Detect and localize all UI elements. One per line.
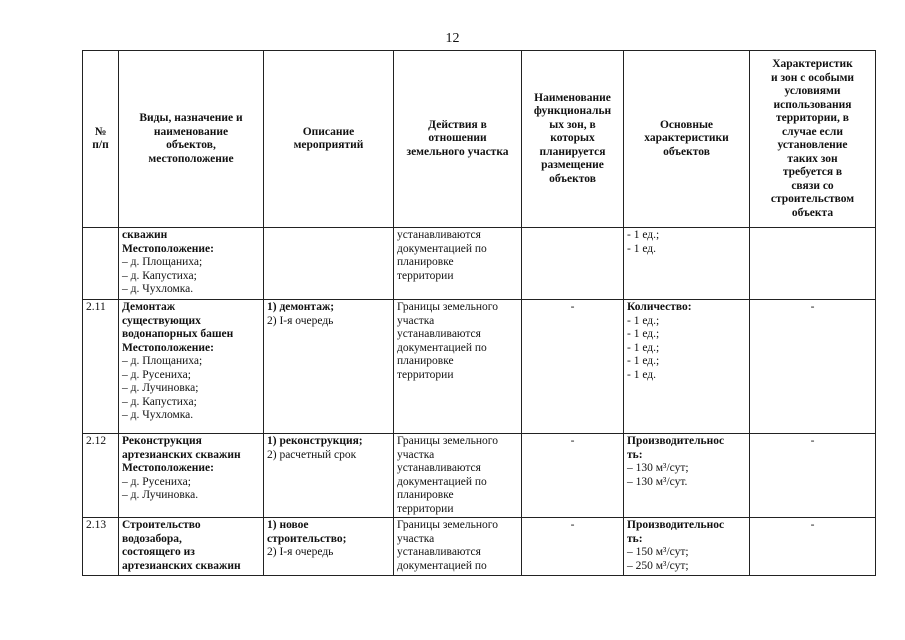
- header-special-zones-line: требуется в: [782, 166, 843, 178]
- table-row: [83, 518, 876, 576]
- object-title-line: состоящего из: [122, 546, 195, 558]
- actions-line: территории: [397, 368, 454, 381]
- characteristics-value-line: – 250 м³/сут;: [627, 559, 689, 572]
- header-special-zones-line: строительством: [770, 193, 855, 205]
- actions-line: устанавливаются: [397, 546, 481, 558]
- header-num-line: №: [94, 125, 107, 138]
- row-number-cell: [83, 518, 119, 576]
- characteristics-cell: [624, 300, 750, 434]
- table-row: [83, 228, 876, 300]
- header-types-line: местоположение: [148, 152, 234, 165]
- object-title-line: водонапорных башен: [122, 328, 234, 340]
- location-line: – д. Капустиха;: [122, 395, 197, 408]
- location-line: – д. Русениха;: [122, 475, 191, 488]
- zones-value: -: [570, 519, 575, 531]
- location-line: – д. Лучиновка;: [122, 382, 199, 394]
- location-line: – д. Лучиновка.: [122, 489, 199, 501]
- characteristics-title-line: ть:: [627, 532, 643, 545]
- header-special-zones-line: использования: [773, 98, 852, 111]
- header-zones: [522, 51, 624, 228]
- header-special-zones-line: случае если: [782, 125, 843, 138]
- page-number: 12: [445, 31, 460, 46]
- header-row: [83, 51, 876, 228]
- description-line: 1) демонтаж;: [267, 301, 335, 313]
- header-types-line: наименование: [153, 125, 229, 138]
- table-row: [83, 434, 876, 518]
- header-zones-line: Наименование: [534, 91, 611, 104]
- actions-cell: [394, 300, 522, 434]
- characteristics-value-line: - 1 ед.;: [627, 314, 660, 327]
- object-title-line: Реконструкция: [122, 435, 202, 447]
- object-type-cell: [119, 228, 264, 300]
- object-title-line: существующих: [122, 314, 201, 327]
- header-characteristics-line: характеристики: [644, 132, 729, 145]
- description-line: 1) новое: [267, 519, 309, 531]
- header-special-zones-line: Характеристик: [772, 58, 853, 70]
- actions-line: документацией по: [397, 475, 487, 488]
- actions-line: планировке: [397, 256, 454, 268]
- object-title-line: Местоположение:: [122, 242, 214, 255]
- header-special-zones-line: установление: [777, 139, 848, 151]
- header-special-zones-line: таких зон: [787, 152, 838, 165]
- object-type-cell: [119, 300, 264, 434]
- actions-line: документацией по: [397, 341, 487, 354]
- header-zones-line: которых: [550, 132, 595, 145]
- actions-line: Границы земельного: [397, 301, 498, 313]
- zones-cell: [522, 300, 624, 434]
- location-line: – д. Чухломка.: [122, 283, 194, 295]
- special-zones-value: -: [810, 301, 815, 313]
- characteristics-title-line: Производительнос: [627, 435, 725, 447]
- characteristics-title-line: ть:: [627, 448, 643, 461]
- header-zones-line: планируется: [539, 145, 606, 158]
- header-types-line: объектов,: [166, 139, 216, 151]
- actions-line: территории: [397, 502, 454, 515]
- location-line: – д. Русениха;: [122, 368, 191, 381]
- header-actions: [394, 51, 522, 228]
- zones-cell: [522, 434, 624, 518]
- header-special-zones-line: территории, в: [775, 112, 850, 124]
- actions-line: Границы земельного: [397, 435, 498, 447]
- characteristics-value-line: - 1 ед.;: [627, 328, 660, 340]
- special-zones-value: -: [810, 519, 815, 531]
- description-cell: [264, 300, 394, 434]
- zones-cell: [522, 518, 624, 576]
- header-zones-line: объектов: [549, 172, 596, 185]
- special-zones-cell: [750, 228, 876, 300]
- header-types-line: Виды, назначение и: [139, 112, 243, 124]
- actions-line: территории: [397, 269, 454, 282]
- actions-line: участка: [397, 448, 435, 461]
- object-title-line: артезианских скважин: [122, 448, 241, 461]
- header-num: [83, 51, 119, 228]
- characteristics-cell: [624, 434, 750, 518]
- header-description: [264, 51, 394, 228]
- object-title-line: Местоположение:: [122, 462, 214, 474]
- zones-value: -: [570, 301, 575, 313]
- actions-cell: [394, 228, 522, 300]
- header-zones-line: функциональн: [533, 105, 612, 118]
- description-line: 2) I-я очередь: [267, 314, 334, 327]
- zones-cell: [522, 228, 624, 300]
- description-line: 1) реконструкция;: [267, 435, 363, 447]
- characteristics-value-line: – 130 м³/сут;: [627, 462, 689, 474]
- row-number-cell: [83, 300, 119, 434]
- header-special-zones-line: условиями: [784, 85, 841, 97]
- actions-line: устанавливаются: [397, 328, 481, 340]
- description-line: 2) I-я очередь: [267, 546, 334, 558]
- header-actions-line: отношении: [428, 132, 487, 145]
- header-characteristics-line: Основные: [659, 118, 714, 131]
- row-number-cell: [83, 228, 119, 300]
- special-zones-cell: [750, 434, 876, 518]
- characteristics-value-line: – 130 м³/сут.: [627, 475, 688, 488]
- header-actions-line: земельного участка: [406, 145, 509, 158]
- header-types: [119, 51, 264, 228]
- actions-line: документацией по: [397, 559, 487, 572]
- description-line: 2) расчетный срок: [267, 448, 357, 461]
- header-zones-line: размещение: [541, 159, 604, 172]
- actions-line: участка: [397, 314, 435, 327]
- characteristics-cell: [624, 518, 750, 576]
- object-type-cell: [119, 434, 264, 518]
- header-special-zones-line: связи со: [791, 179, 834, 192]
- actions-line: устанавливаются: [397, 229, 481, 241]
- actions-cell: [394, 434, 522, 518]
- row-number: 2.11: [86, 301, 106, 313]
- special-zones-cell: [750, 518, 876, 576]
- object-title-line: Демонтаж: [122, 301, 176, 313]
- object-title-line: артезианских скважин: [122, 559, 241, 572]
- header-special-zones-line: и зон с особыми: [770, 71, 855, 84]
- actions-line: Границы земельного: [397, 519, 498, 531]
- objects-table: [82, 50, 876, 576]
- header-characteristics: [624, 51, 750, 228]
- actions-cell: [394, 518, 522, 576]
- special-zones-value: -: [810, 435, 815, 447]
- zones-value: -: [570, 435, 575, 447]
- characteristics-value-line: – 150 м³/сут;: [627, 546, 689, 558]
- header-description-line: мероприятий: [293, 139, 364, 151]
- characteristics-value-line: - 1 ед.;: [627, 355, 660, 367]
- object-type-cell: [119, 518, 264, 576]
- description-line: строительство;: [267, 532, 347, 545]
- object-title-line: Местоположение:: [122, 341, 214, 354]
- characteristics-value-line: - 1 ед.: [627, 242, 657, 255]
- header-actions-line: Действия в: [428, 118, 487, 131]
- header-special-zones-line: объекта: [791, 206, 834, 219]
- location-line: – д. Площаниха;: [122, 256, 203, 268]
- header-num-line: п/п: [92, 139, 109, 151]
- actions-line: планировке: [397, 355, 454, 367]
- header-description-line: Описание: [302, 125, 355, 138]
- special-zones-cell: [750, 300, 876, 434]
- description-cell: [264, 228, 394, 300]
- actions-line: участка: [397, 532, 435, 545]
- characteristics-title-line: Производительнос: [627, 519, 725, 531]
- location-line: – д. Чухломка.: [122, 409, 194, 421]
- row-number: 2.13: [86, 519, 107, 531]
- characteristics-cell: [624, 228, 750, 300]
- actions-line: документацией по: [397, 242, 487, 255]
- characteristics-title-line: Количество:: [627, 301, 692, 313]
- location-line: – д. Капустиха;: [122, 269, 197, 282]
- header-special-zones: [750, 51, 876, 228]
- description-cell: [264, 434, 394, 518]
- characteristics-value-line: - 1 ед.;: [627, 341, 660, 354]
- row-number-cell: [83, 434, 119, 518]
- object-title-line: водозабора,: [122, 532, 182, 545]
- actions-line: планировке: [397, 489, 454, 501]
- header-zones-line: ых зон, в: [549, 118, 596, 131]
- row-number: 2.12: [86, 435, 107, 447]
- description-cell: [264, 518, 394, 576]
- characteristics-value-line: - 1 ед.;: [627, 229, 660, 241]
- object-title-line: скважин: [122, 229, 168, 241]
- object-title-line: Строительство: [122, 519, 201, 531]
- actions-line: устанавливаются: [397, 462, 481, 474]
- location-line: – д. Площаниха;: [122, 355, 203, 367]
- table-row: [83, 300, 876, 434]
- characteristics-value-line: - 1 ед.: [627, 368, 657, 381]
- header-characteristics-line: объектов: [663, 145, 710, 158]
